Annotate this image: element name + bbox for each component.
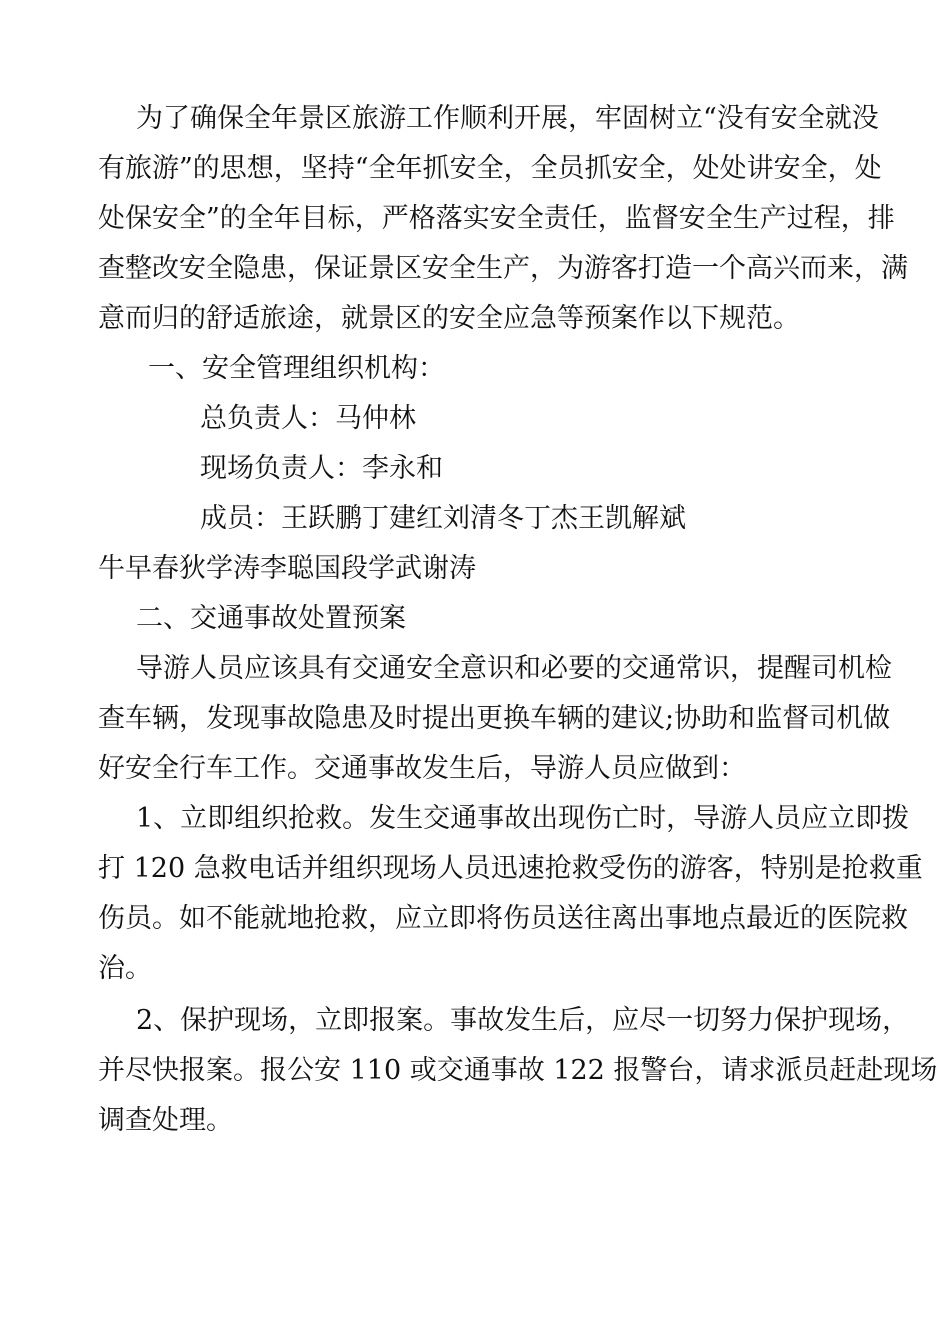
item2-line: 2、保护现场，立即报案。事故发生后，应尽一切努力保护现场， bbox=[136, 1005, 910, 1036]
intro-line: 处保安全”的全年目标，严格落实安全责任，监督安全生产过程，排 bbox=[98, 203, 895, 234]
item2-line: 调查处理。 bbox=[98, 1105, 233, 1136]
section1-heading: 一、安全管理组织机构： bbox=[148, 353, 445, 384]
item1-line: 打 120 急救电话并组织现场人员迅速抢救受伤的游客，特别是抢救重 bbox=[98, 853, 923, 884]
site-chief-line: 现场负责人：李永和 bbox=[200, 453, 443, 484]
section2-intro-line: 查车辆，发现事故隐患及时提出更换车辆的建议;协助和监督司机做 bbox=[98, 703, 891, 734]
members-line: 成员：王跃鹏丁建红刘清冬丁杰王凯解斌 bbox=[200, 503, 686, 534]
intro-line: 查整改安全隐患，保证景区安全生产，为游客打造一个高兴而来，满 bbox=[98, 253, 908, 284]
section2-heading: 二、交通事故处置预案 bbox=[136, 603, 406, 634]
item1-line: 治。 bbox=[98, 953, 152, 984]
item2-line: 并尽快报案。报公安 110 或交通事故 122 报警台，请求派员赶赴现场 bbox=[98, 1055, 938, 1086]
intro-line: 有旅游”的思想，坚持“全年抓安全，全员抓安全，处处讲安全，处 bbox=[98, 153, 882, 184]
chief-line: 总负责人：马仲林 bbox=[200, 403, 416, 434]
item1-line: 1、立即组织抢救。发生交通事故出现伤亡时，导游人员应立即拨 bbox=[136, 803, 910, 834]
section2-intro-line: 好安全行车工作。交通事故发生后，导游人员应做到： bbox=[98, 753, 746, 784]
intro-line: 为了确保全年景区旅游工作顺利开展，牢固树立“没有安全就没 bbox=[136, 103, 879, 134]
members-line: 牛早春狄学涛李聪国段学武谢涛 bbox=[98, 553, 476, 584]
section2-intro-line: 导游人员应该具有交通安全意识和必要的交通常识，提醒司机检 bbox=[136, 653, 892, 684]
item1-line: 伤员。如不能就地抢救，应立即将伤员送往离出事地点最近的医院救 bbox=[98, 903, 908, 934]
intro-line: 意而归的舒适旅途，就景区的安全应急等预案作以下规范。 bbox=[98, 303, 800, 334]
